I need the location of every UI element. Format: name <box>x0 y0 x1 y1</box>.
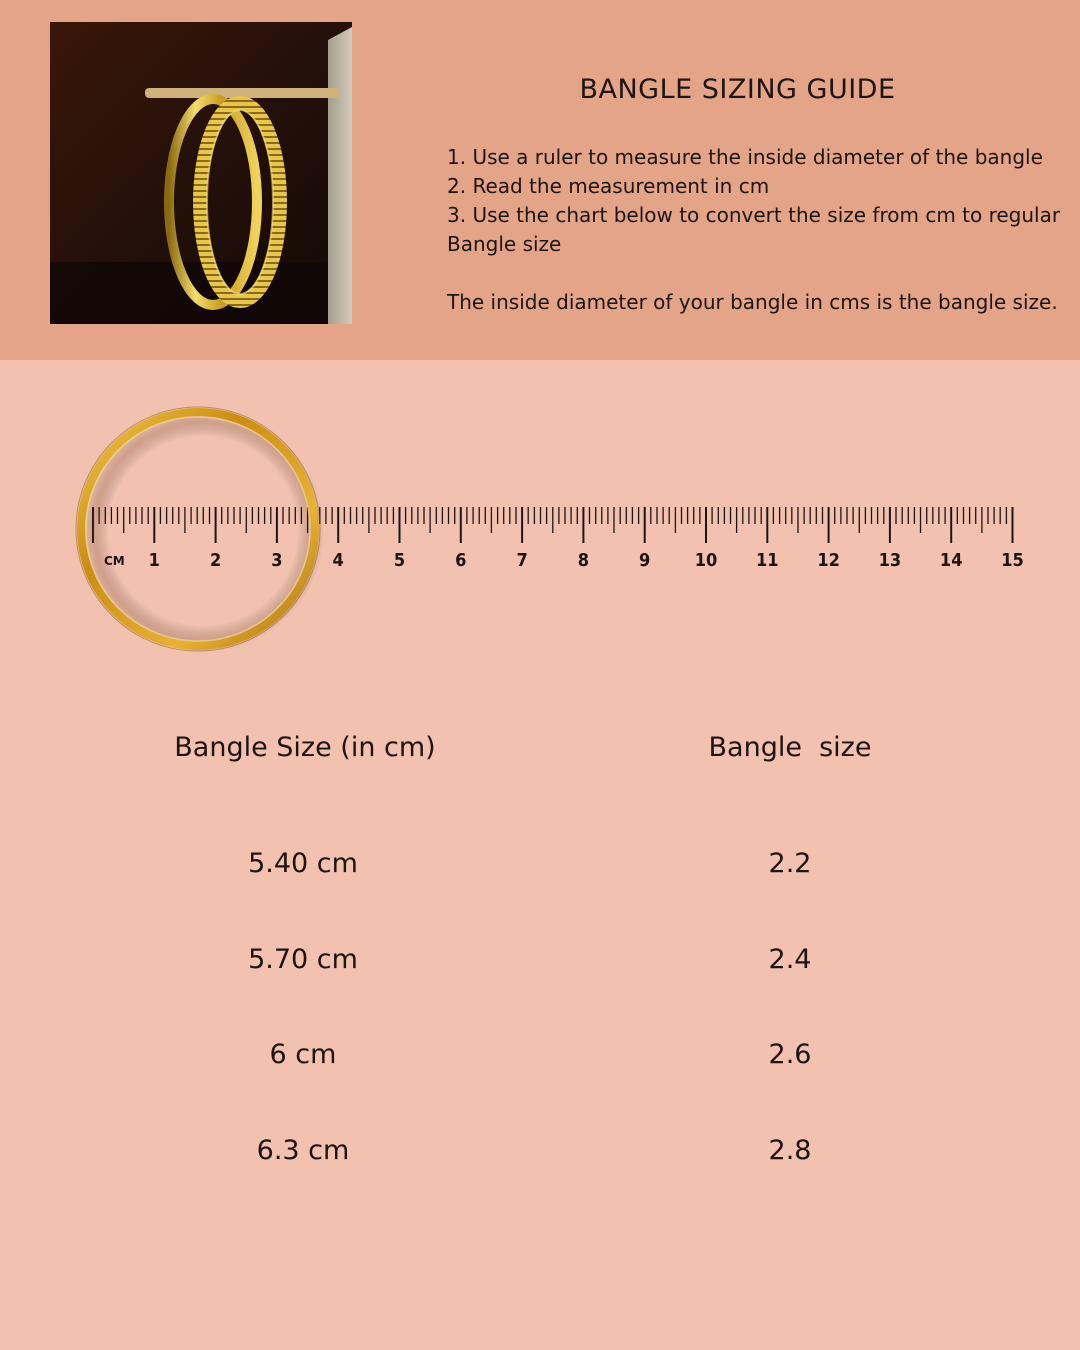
cell-size: 2.4 <box>768 944 812 975</box>
instruction-step: 3. Use the chart below to convert the size from cm to regular Bangle size <box>447 203 1061 256</box>
column-header-size: Bangle size <box>708 732 872 763</box>
ruler-number: 14 <box>939 550 963 571</box>
ruler-number: 6 <box>455 550 467 571</box>
bangle-photo <box>50 22 352 324</box>
ruler-number: 10 <box>694 550 718 571</box>
ruler-number: 7 <box>516 550 528 571</box>
cell-size: 2.6 <box>768 1039 812 1070</box>
ruler-number: 8 <box>577 550 590 571</box>
cell-cm: 6.3 cm <box>256 1135 350 1166</box>
header-panel <box>0 0 1080 360</box>
cell-size: 2.8 <box>768 1135 812 1166</box>
column-header-cm: Bangle Size (in cm) <box>174 732 436 763</box>
ruler-number: 15 <box>1001 550 1024 571</box>
instruction-step: 2. Read the measurement in cm <box>447 174 770 198</box>
ruler-number: 11 <box>756 550 779 571</box>
ruler-number: 12 <box>817 550 840 571</box>
cell-cm: 5.40 cm <box>248 848 358 879</box>
ruler-number: 9 <box>639 550 651 571</box>
page-title: BANGLE SIZING GUIDE <box>579 74 896 105</box>
ruler-number: 13 <box>878 550 902 571</box>
sizing-note: The inside diameter of your bangle in cms is the bangle size. <box>447 290 1058 314</box>
instruction-step: 1. Use a ruler to measure the inside diameter of the bangle <box>447 145 1043 169</box>
ruler-number: 5 <box>393 550 406 571</box>
cell-size: 2.2 <box>768 848 812 879</box>
instructions-list <box>447 143 1067 259</box>
ruler-illustration <box>0 400 1080 670</box>
cell-cm: 6 cm <box>269 1039 337 1070</box>
cell-cm: 5.70 cm <box>248 944 358 975</box>
ruler-number: 4 <box>332 550 344 571</box>
